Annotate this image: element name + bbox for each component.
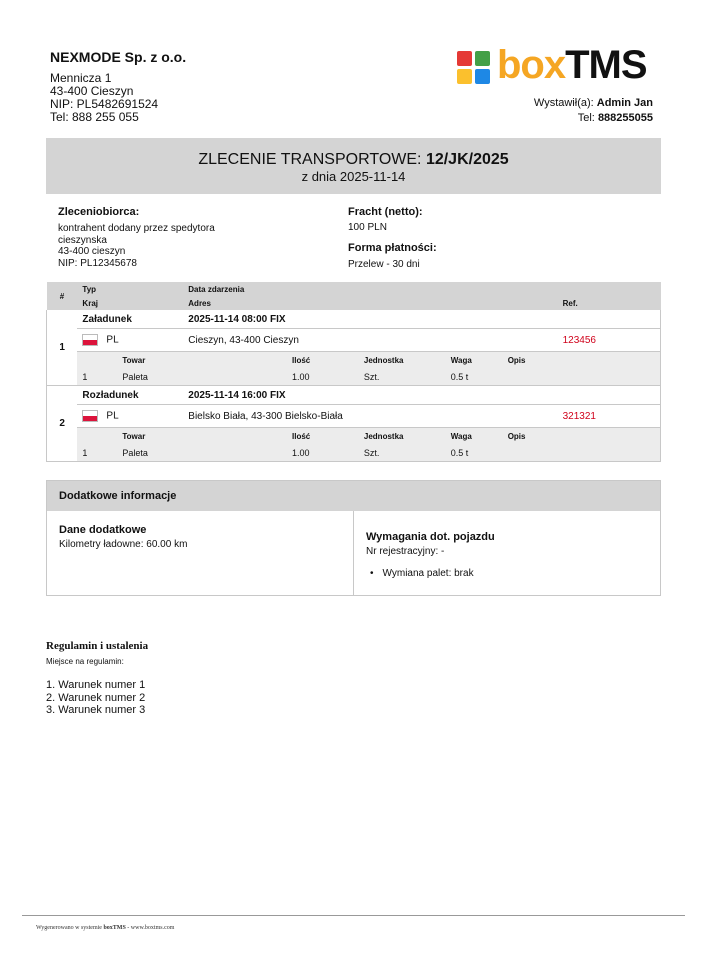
contractor-line: cieszynska — [58, 234, 107, 246]
issuer-name: Admin Jan — [596, 97, 653, 109]
stop-date: 2025-11-14 16:00 FIX — [183, 386, 660, 405]
goods-unit-header: Jednostka — [359, 352, 446, 369]
order-title-prefix: ZLECENIE TRANSPORTOWE: — [198, 151, 422, 168]
stop-country: PL — [106, 410, 119, 422]
goods-desc — [503, 368, 558, 386]
footer-text: Wygenerowano w systemie boxTMS - www.boxtms.com — [36, 925, 175, 931]
col-ref-header: Ref. — [558, 296, 661, 310]
goods-qty-header: Ilość — [287, 428, 359, 445]
table-row — [47, 386, 661, 405]
goods-weight-header: Waga — [446, 428, 503, 445]
stops-table — [46, 282, 661, 462]
goods-idx: 1 — [77, 444, 117, 462]
additional-data-panel — [47, 511, 354, 595]
goods-row — [47, 444, 661, 462]
stop-number: 1 — [47, 310, 78, 386]
company-street: Mennicza 1 — [50, 71, 112, 85]
list-item: 2. Warunek numer 2 — [46, 691, 146, 704]
rules-subtitle: Miejsce na regulamin: — [46, 657, 124, 666]
goods-desc-header: Opis — [503, 428, 558, 445]
col-type-header: Typ — [77, 282, 183, 296]
company-nip: NIP: PL5482691524 — [50, 97, 159, 111]
order-title-band — [46, 138, 661, 194]
goods-row — [47, 368, 661, 386]
col-country-header: Kraj — [77, 296, 183, 310]
goods-item: Paleta — [117, 444, 287, 462]
payment-value: Przelew - 30 dni — [348, 259, 420, 270]
goods-unit: Szt. — [359, 368, 446, 386]
col-address-header: Adres — [183, 296, 557, 310]
vehicle-requirements-title: Wymagania dot. pojazdu — [366, 531, 495, 543]
contractor-line: kontrahent dodany przez spedytora — [58, 223, 215, 234]
rules-list — [46, 679, 145, 717]
goods-qty: 1.00 — [287, 444, 359, 462]
company-phone: Tel: 888 255 055 — [50, 110, 139, 124]
issuer-tel: 888255055 — [597, 111, 653, 124]
list-item: 1. Warunek numer 1 — [46, 679, 146, 691]
contractor-line: NIP: PL12345678 — [58, 257, 137, 269]
stop-ref: 123456 — [558, 329, 661, 352]
vehicle-requirements-panel — [354, 511, 660, 595]
issuer-label: Wystawił(a): — [533, 97, 594, 109]
stop-date: 2025-11-14 08:00 FIX — [183, 310, 660, 329]
stop-address: Cieszyn, 43-400 Cieszyn — [183, 329, 557, 352]
stop-number: 2 — [47, 386, 78, 462]
col-num-header: # — [47, 282, 78, 310]
stop-type: Załadunek — [77, 310, 183, 329]
freight-value: 100 PLN — [348, 222, 387, 233]
rules-title: Regulamin i ustalenia — [46, 640, 149, 652]
list-item: 3. Warunek numer 3 — [46, 704, 146, 716]
footer-divider — [22, 915, 685, 916]
goods-weight-header: Waga — [446, 352, 503, 369]
goods-unit-header: Jednostka — [359, 428, 446, 445]
payment-section — [348, 242, 437, 271]
goods-item-header: Towar — [117, 352, 287, 369]
registration-number: Nr rejestracyjny: - — [366, 546, 445, 557]
goods-weight: 0.5 t — [446, 444, 503, 462]
freight-label: Fracht (netto): — [348, 206, 423, 218]
goods-desc-header: Opis — [503, 352, 558, 369]
logo-squares-icon — [457, 51, 491, 85]
poland-flag-icon — [82, 334, 98, 346]
stop-address: Bielsko Biała, 43-300 Bielsko-Biała — [183, 405, 557, 428]
boxtms-logo — [457, 43, 657, 87]
table-row — [47, 405, 661, 428]
contractor-line: 43-400 cieszyn — [58, 246, 126, 257]
col-date-header: Data zdarzenia — [183, 282, 660, 296]
contractor-label: Zleceniobiorca: — [58, 206, 140, 218]
goods-unit: Szt. — [359, 444, 446, 462]
company-city: 43-400 Cieszyn — [50, 84, 134, 98]
additional-data-title: Dane dodatkowe — [59, 524, 147, 536]
order-number: 12/JK/2025 — [425, 151, 509, 168]
goods-weight: 0.5 t — [446, 368, 503, 386]
loaded-km: Kilometry ładowne: 60.00 km — [59, 539, 188, 550]
goods-qty-header: Ilość — [287, 352, 359, 369]
contractor-section — [58, 206, 215, 269]
stop-ref: 321321 — [558, 405, 661, 428]
issuer-tel-label: Tel: — [577, 111, 595, 124]
additional-info-header: Dodatkowe informacje — [47, 481, 660, 511]
goods-header-row — [47, 352, 661, 369]
goods-qty: 1.00 — [287, 368, 359, 386]
goods-item-header: Towar — [117, 428, 287, 445]
goods-idx: 1 — [77, 368, 117, 386]
company-name: NEXMODE Sp. z o.o. — [50, 49, 187, 65]
order-date: z dnia 2025-11-14 — [301, 169, 406, 184]
table-row — [47, 329, 661, 352]
stop-type: Rozładunek — [77, 386, 183, 405]
goods-desc — [503, 444, 558, 462]
table-row — [47, 310, 661, 329]
footer-brand: boxTMS — [103, 925, 126, 931]
goods-item: Paleta — [117, 368, 287, 386]
logo-text: boxTMS — [497, 43, 647, 87]
additional-info-box — [46, 480, 661, 596]
payment-label: Forma płatności: — [348, 242, 437, 254]
stop-country: PL — [106, 334, 119, 346]
company-address — [50, 72, 158, 124]
poland-flag-icon — [82, 410, 98, 422]
goods-header-row — [47, 428, 661, 445]
freight-section — [348, 206, 423, 234]
pallet-exchange: • Wymiana palet: brak — [370, 568, 660, 579]
issuer-info — [534, 96, 653, 125]
